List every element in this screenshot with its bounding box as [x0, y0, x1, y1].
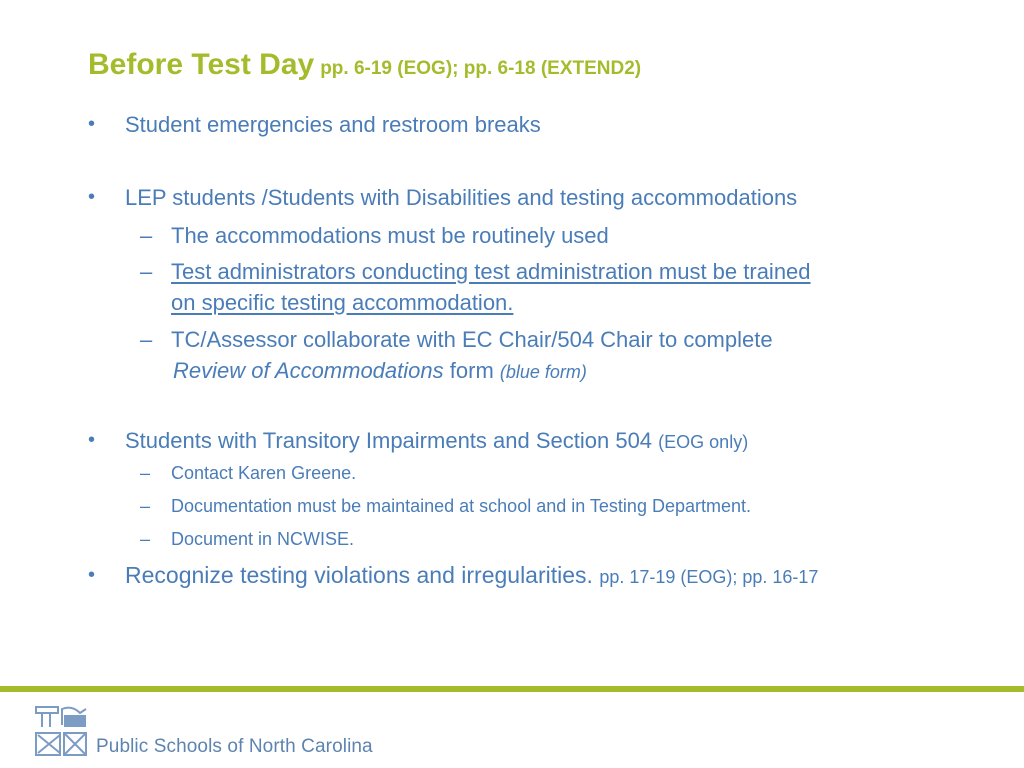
dash-marker: – [140, 259, 153, 284]
bullet-marker: • [88, 429, 96, 451]
bullet-marker: • [88, 186, 96, 208]
violations-pages: pp. 17-19 (EOG); pp. 16-17 [599, 567, 819, 587]
org-name: Public Schools of North Carolina [96, 736, 373, 757]
bullet-marker: • [88, 113, 96, 135]
slide-title [88, 48, 641, 82]
bullet-marker: • [88, 564, 96, 586]
sub-administrators-trained-link-cont[interactable]: on specific testing accommodation. [171, 290, 514, 315]
transitory-note: (EOG only) [658, 432, 749, 452]
bullet-violations [125, 562, 818, 589]
sub-administrators-trained-link[interactable]: Test administrators conducting test administration must be trained [171, 259, 811, 284]
sub-contact: Contact Karen Greene. [171, 463, 357, 483]
title-page-reference: pp. 6-19 (EOG); pp. 6-18 (EXTEND2) [320, 58, 642, 79]
bullet-restroom-breaks: Student emergencies and restroom breaks [125, 112, 541, 137]
sub-routinely-used: The accommodations must be routinely used [171, 223, 609, 248]
dash-marker: – [140, 327, 153, 352]
sub-collaborate: TC/Assessor collaborate with EC Chair/504 Chair to complete [171, 327, 773, 352]
dash-marker: – [140, 223, 153, 248]
nc-schools-logo-icon [34, 703, 90, 759]
violations-main: Recognize testing violations and irregularities. [125, 562, 593, 588]
dash-marker: – [140, 529, 151, 549]
sub-documentation: Documentation must be maintained at school and in Testing Department. [171, 496, 751, 516]
dash-marker: – [140, 463, 151, 483]
bullet-accommodations: LEP students /Students with Disabilities and testing accommodations [125, 185, 798, 210]
bullet-transitory-impairments [125, 428, 748, 454]
transitory-main: Students with Transitory Impairments and Section 504 [125, 428, 653, 453]
form-note: (blue form) [499, 362, 587, 382]
form-name: Review of Accommodations [173, 358, 444, 383]
sub-collaborate-cont [173, 358, 587, 384]
sub-ncwise: Document in NCWISE. [171, 529, 355, 549]
footer-divider [0, 686, 1024, 692]
dash-marker: – [140, 496, 151, 516]
title-main: Before Test Day [88, 48, 315, 81]
form-word: form [449, 358, 494, 383]
